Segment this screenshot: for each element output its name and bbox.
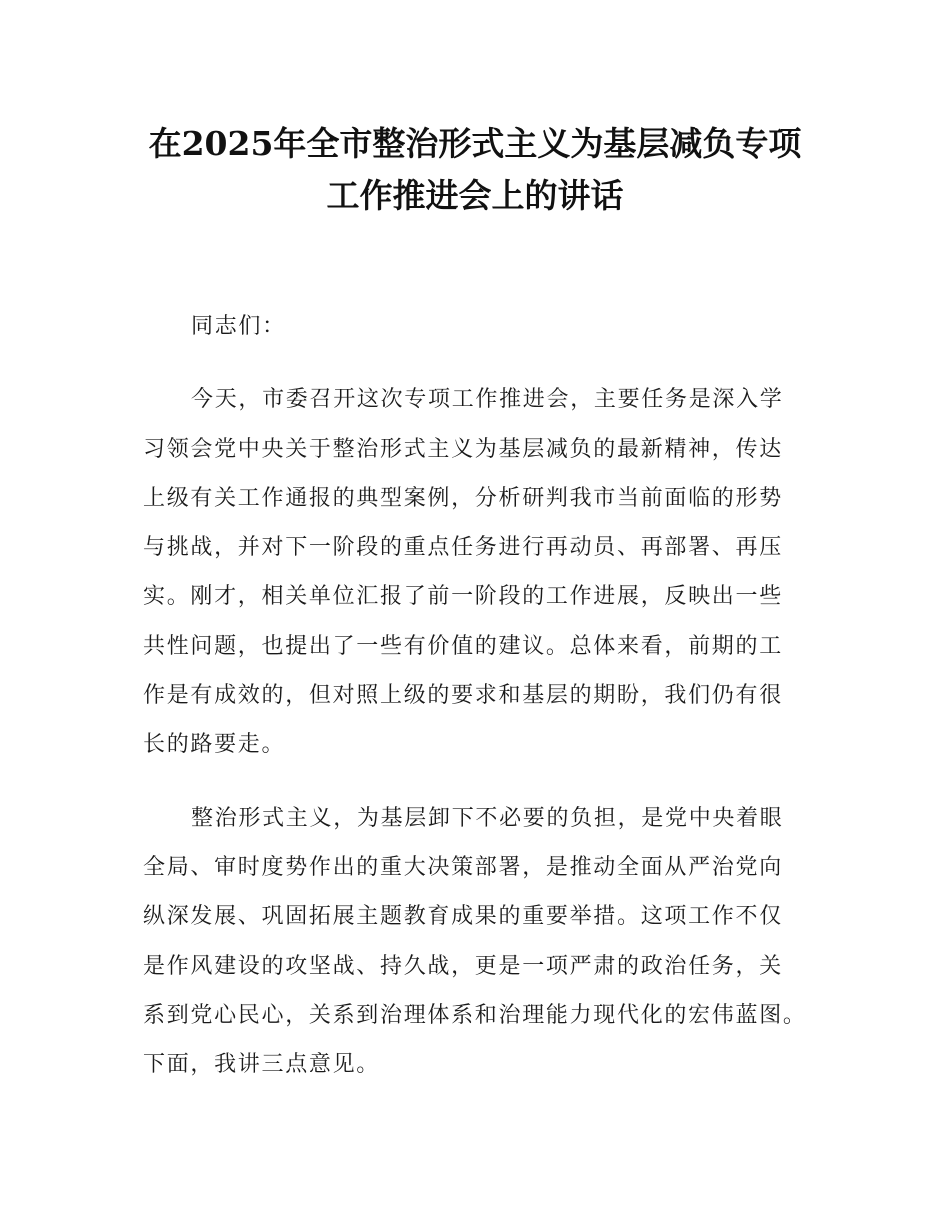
paragraph-line: 纵深发展、巩固拓展主题教育成果的重要举措。这项工作不仅 bbox=[143, 904, 783, 930]
paragraph-line: 整治形式主义，为基层卸下不必要的负担，是党中央着眼 bbox=[191, 805, 784, 831]
paragraph-line: 实。刚才，相关单位汇报了前一阶段的工作进展，反映出一些 bbox=[143, 584, 783, 610]
paragraph-line: 系到党心民心，关系到治理体系和治理能力现代化的宏伟蓝图。 bbox=[143, 1002, 807, 1028]
paragraph-1 bbox=[143, 375, 809, 769]
salutation: 同志们： bbox=[191, 314, 286, 339]
paragraph-2 bbox=[143, 794, 809, 1090]
paragraph-line: 与挑战，并对下一阶段的重点任务进行再动员、再部署、再压 bbox=[143, 535, 783, 561]
paragraph-line: 共性问题，也提出了一些有价值的建议。总体来看，前期的工 bbox=[143, 633, 783, 659]
paragraph-line: 今天，市委召开这次专项工作推进会，主要任务是深入学 bbox=[191, 387, 784, 413]
paragraph-line: 下面，我讲三点意见。 bbox=[143, 1052, 381, 1078]
title-line-1: 在2025年全市整治形式主义为基层减负专项 bbox=[148, 124, 802, 163]
paragraph-line: 作是有成效的，但对照上级的要求和基层的期盼，我们仍有很 bbox=[143, 683, 783, 709]
paragraph-line: 是作风建设的攻坚战、持久战，更是一项严肃的政治任务，关 bbox=[143, 953, 783, 979]
spacer bbox=[143, 770, 809, 794]
spacer bbox=[143, 351, 809, 375]
paragraph-line: 习领会党中央关于整治形式主义为基层减负的最新精神，传达 bbox=[143, 436, 783, 462]
title-line-2: 工作推进会上的讲话 bbox=[326, 176, 624, 215]
paragraph-line: 上级有关工作通报的典型案例，分析研判我市当前面临的形势 bbox=[143, 485, 783, 511]
paragraph-line: 全局、审时度势作出的重大决策部署，是推动全面从严治党向 bbox=[143, 854, 783, 880]
document-title bbox=[100, 118, 850, 222]
document-body bbox=[143, 302, 809, 1089]
paragraph-line: 长的路要走。 bbox=[143, 732, 286, 758]
